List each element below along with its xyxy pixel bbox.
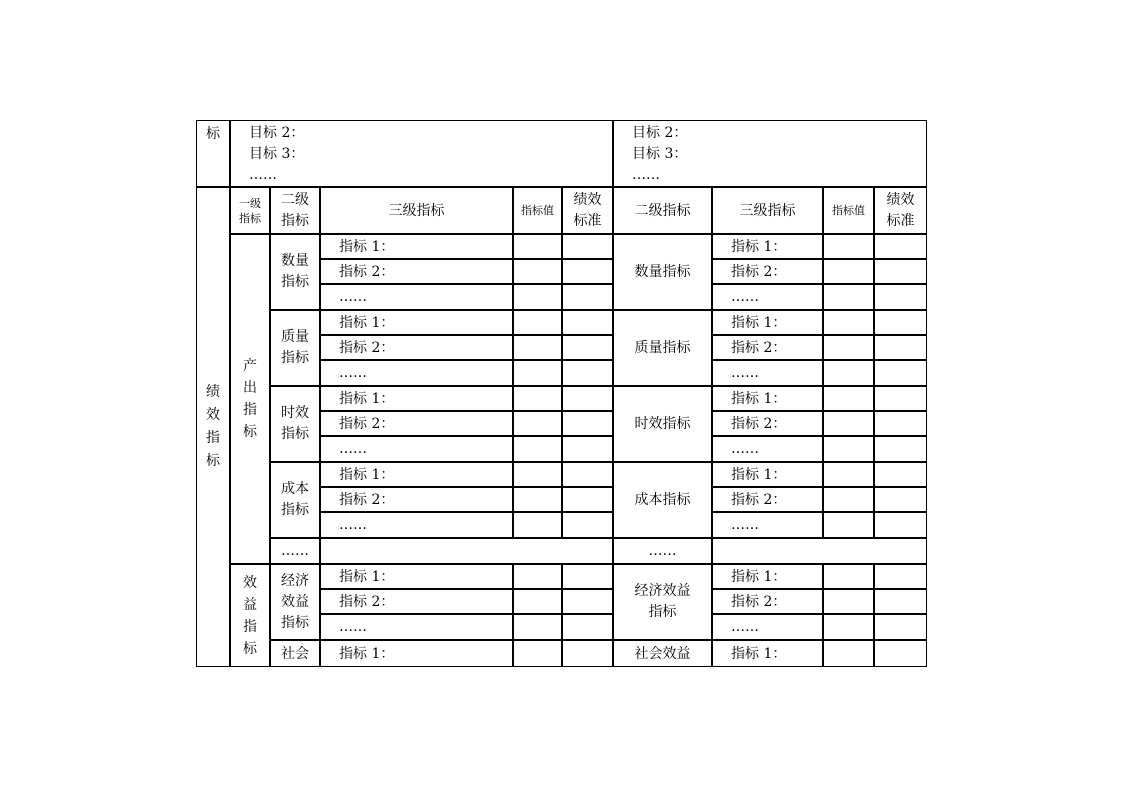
indicator-value-cell	[513, 234, 562, 259]
output-group-right-0: 数量指标	[613, 234, 712, 310]
goal-list-right	[613, 120, 927, 187]
indicator-item: ……	[320, 614, 513, 640]
perf-indicator-label: 绩 效 指 标	[196, 187, 230, 667]
indicator-item-right: ……	[712, 360, 823, 386]
indicator-standard-cell-right	[874, 436, 927, 462]
output-group-left-0: 数量指标	[270, 234, 320, 310]
level1-benefit: 效 益 指 标	[230, 564, 270, 667]
output-more-right: ……	[613, 538, 712, 564]
header-level2-right: 二级指标	[613, 187, 712, 234]
indicator-standard-cell	[562, 259, 613, 284]
indicator-value-cell	[513, 284, 562, 310]
indicator-value-cell	[513, 487, 562, 512]
indicator-item: 指标 1：	[320, 462, 513, 487]
indicator-standard-cell-right	[874, 360, 927, 386]
indicator-value-cell-right	[823, 436, 874, 462]
indicator-item-right: 指标 1：	[712, 386, 823, 411]
indicator-item-right: 指标 2：	[712, 487, 823, 512]
indicator-standard-cell	[562, 411, 613, 436]
indicator-value-cell	[513, 259, 562, 284]
indicator-item-right: 指标 1：	[712, 564, 823, 589]
indicator-standard-cell-right	[874, 386, 927, 411]
indicator-item-right: ……	[712, 512, 823, 538]
indicator-value-cell	[513, 614, 562, 640]
indicator-item: 指标 2：	[320, 589, 513, 614]
goal-line: 目标 3：	[249, 146, 305, 162]
indicator-item-right: ……	[712, 614, 823, 640]
indicator-item: 指标 1：	[320, 310, 513, 335]
indicator-item: ……	[320, 436, 513, 462]
indicator-standard-cell-right	[874, 411, 927, 436]
benefit-group-right-0: 经济效益指标	[613, 564, 712, 640]
indicator-standard-cell	[562, 640, 613, 667]
indicator-item-right: 指标 1：	[712, 234, 823, 259]
indicator-item: 指标 1：	[320, 564, 513, 589]
indicator-standard-cell	[562, 360, 613, 386]
indicator-value-cell	[513, 640, 562, 667]
indicator-value-cell	[513, 436, 562, 462]
indicator-value-cell-right	[823, 335, 874, 360]
indicator-value-cell-right	[823, 462, 874, 487]
indicator-value-cell	[513, 386, 562, 411]
indicator-value-cell-right	[823, 512, 874, 538]
indicator-standard-cell-right	[874, 259, 927, 284]
benefit-group-left-1: 社会	[270, 640, 320, 667]
indicator-value-cell	[513, 512, 562, 538]
indicator-standard-cell-right	[874, 614, 927, 640]
indicator-value-cell-right	[823, 259, 874, 284]
indicator-standard-cell	[562, 284, 613, 310]
output-group-right-2: 时效指标	[613, 386, 712, 462]
indicator-item: 指标 1：	[320, 386, 513, 411]
indicator-value-cell	[513, 564, 562, 589]
header-level3: 三级指标	[320, 187, 513, 234]
output-group-left-1: 质量指标	[270, 310, 320, 386]
output-more-blank-right	[712, 538, 927, 564]
indicator-value-cell-right	[823, 564, 874, 589]
indicator-value-cell-right	[823, 411, 874, 436]
output-group-left-2: 时效指标	[270, 386, 320, 462]
indicator-value-cell-right	[823, 360, 874, 386]
indicator-item-right: 指标 2：	[712, 259, 823, 284]
indicator-standard-cell	[562, 589, 613, 614]
indicator-item: ……	[320, 284, 513, 310]
header-standard: 绩效标准	[562, 187, 613, 234]
indicator-item-right: 指标 2：	[712, 411, 823, 436]
header-value: 指标值	[513, 187, 562, 234]
indicator-item-right: 指标 2：	[712, 335, 823, 360]
indicator-standard-cell-right	[874, 564, 927, 589]
benefit-group-left-0: 经济效益指标	[270, 564, 320, 640]
indicator-value-cell-right	[823, 234, 874, 259]
indicator-standard-cell-right	[874, 589, 927, 614]
indicator-standard-cell	[562, 436, 613, 462]
indicator-standard-cell	[562, 614, 613, 640]
indicator-value-cell-right	[823, 614, 874, 640]
indicator-item: 指标 2：	[320, 411, 513, 436]
indicator-standard-cell	[562, 512, 613, 538]
indicator-standard-cell-right	[874, 234, 927, 259]
indicator-value-cell	[513, 310, 562, 335]
header-level3-right: 三级指标	[712, 187, 823, 234]
indicator-item-right: ……	[712, 436, 823, 462]
header-level1: 一级指标	[230, 187, 270, 234]
indicator-standard-cell	[562, 487, 613, 512]
indicator-item-right: 指标 1：	[712, 640, 823, 667]
goal-line: 目标 2：	[249, 125, 305, 141]
indicator-standard-cell-right	[874, 487, 927, 512]
half-divider	[612, 120, 614, 667]
indicator-item-right: ……	[712, 284, 823, 310]
indicator-value-cell-right	[823, 386, 874, 411]
indicator-standard-cell	[562, 310, 613, 335]
indicator-item: 指标 1：	[320, 234, 513, 259]
header-value-right: 指标值	[823, 187, 874, 234]
output-group-right-1: 质量指标	[613, 310, 712, 386]
indicator-item: 指标 1：	[320, 640, 513, 667]
indicator-value-cell-right	[823, 640, 874, 667]
indicator-standard-cell	[562, 564, 613, 589]
output-more-left: ……	[270, 538, 320, 564]
indicator-item: ……	[320, 360, 513, 386]
benefit-group-right-1: 社会效益	[613, 640, 712, 667]
indicator-standard-cell-right	[874, 310, 927, 335]
indicator-item: 指标 2：	[320, 335, 513, 360]
indicator-item-right: 指标 2：	[712, 589, 823, 614]
indicator-standard-cell	[562, 335, 613, 360]
header-standard-right: 绩效标准	[874, 187, 927, 234]
level1-output: 产 出 指 标	[230, 234, 270, 564]
indicator-value-cell-right	[823, 487, 874, 512]
indicator-value-cell	[513, 589, 562, 614]
indicator-item: ……	[320, 512, 513, 538]
output-group-right-3: 成本指标	[613, 462, 712, 538]
indicator-value-cell-right	[823, 589, 874, 614]
indicator-value-cell	[513, 462, 562, 487]
indicator-standard-cell-right	[874, 640, 927, 667]
indicator-standard-cell-right	[874, 335, 927, 360]
output-more-blank	[320, 538, 613, 564]
header-level2: 二级指标	[270, 187, 320, 234]
indicator-value-cell	[513, 411, 562, 436]
goal-line: 目标 2：	[632, 125, 688, 141]
indicator-standard-cell-right	[874, 462, 927, 487]
goal-line: ……	[632, 167, 660, 183]
indicator-item: 指标 2：	[320, 487, 513, 512]
goal-line: 目标 3：	[632, 146, 688, 162]
indicator-standard-cell-right	[874, 284, 927, 310]
indicator-standard-cell	[562, 462, 613, 487]
indicator-standard-cell	[562, 386, 613, 411]
indicator-standard-cell-right	[874, 512, 927, 538]
indicator-value-cell	[513, 335, 562, 360]
indicator-item-right: 指标 1：	[712, 462, 823, 487]
indicator-standard-cell	[562, 234, 613, 259]
output-group-left-3: 成本指标	[270, 462, 320, 538]
indicator-value-cell-right	[823, 284, 874, 310]
goal-list-left	[230, 120, 613, 187]
indicator-item: 指标 2：	[320, 259, 513, 284]
indicator-value-cell-right	[823, 310, 874, 335]
indicator-value-cell	[513, 360, 562, 386]
goal-line: ……	[249, 167, 277, 183]
goal-row-label: 标	[196, 120, 230, 187]
indicator-item-right: 指标 1：	[712, 310, 823, 335]
